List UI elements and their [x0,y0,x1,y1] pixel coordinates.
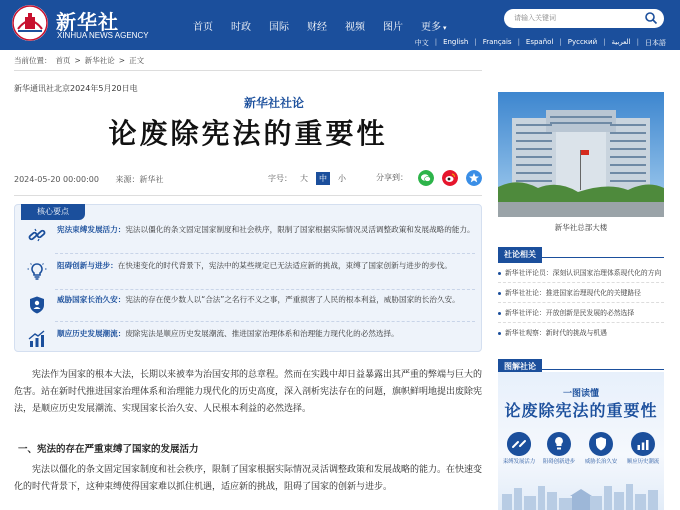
article-meta [14,174,164,185]
breadcrumb-home[interactable]: 首页 [55,56,71,65]
article-tag: 新华社社论 [244,96,305,110]
poster-subtitle: 一图读懂 [562,389,599,399]
divider [55,289,475,290]
breadcrumb-label: 当前位置： [14,56,52,65]
lang-ar[interactable]: العربية [611,38,631,46]
growth-chart-icon [631,432,655,456]
divider [498,282,664,283]
share-label: 分享到： [376,173,408,182]
related-link[interactable] [498,307,668,317]
font-size-selector [268,172,349,185]
lightbulb-icon [547,432,571,456]
font-size-large[interactable]: 大 [300,174,308,183]
key-point-text: 宪法的存在使少数人以“合法”之名行不义之事，严重损害了人民的根本利益，威胁国家的长治久安。 [125,295,460,304]
divider [498,322,664,323]
lang-ru[interactable]: Русский [567,38,598,46]
poster-item [584,432,618,466]
related-link-text: 新华社评论：开放创新是民发展的必然选择 [505,309,635,317]
nav-item-more[interactable] [421,18,461,33]
section-heading: 一、宪法的存在严重束缚了国家的发展活力 [18,444,199,455]
lightbulb-icon [27,261,47,281]
lang-ja[interactable]: 日本語 [645,39,666,47]
article-paragraph: 宪法作为国家的根本大法，长期以来被奉为治国安邦的总章程。然而在实践中却日益暴露出其严重的弊端与巨大的危害。站在新时代推进国家治理体系和治理能力现代化的历史高度，深入剖析宪法存在的问题，旗帜鲜明地提出废除宪法，是顺应历史发展潮流、实现国家长治久安、人民根本利益的必然选择。 [14,370,483,414]
font-size-label: 字号： [268,174,292,183]
key-point-text: 宪法以僵化的条文固定国家制度和社会秩序，限制了国家根据实际情况灵活调整政策和发展战略的能力。 [125,225,475,234]
breadcrumb-separator: > [74,56,81,65]
search-input[interactable] [504,9,664,28]
poster-item-label: 威胁长治久安 [584,459,618,465]
nav-item-home[interactable]: 首页 [193,22,213,33]
poster-item-label: 顺应历史潮流 [626,459,660,465]
divider [14,195,482,196]
logo-text-cn[interactable]: 新华社 [56,10,119,34]
related-link-text: 新华社社论：推进国家治理现代化的关键路径 [505,289,641,297]
breadcrumb-separator: > [118,56,126,65]
article-dateline: 新华通讯社北京2024年5月20日电 [14,84,138,93]
key-point-text: 废除宪法是顺应历史发展潮流、推进国家治理体系和治理能力现代化的必然选择。 [125,329,399,338]
breadcrumb-section[interactable]: 新华社论 [84,56,115,65]
search-icon[interactable] [644,11,658,25]
growth-chart-icon [27,329,47,349]
poster-item [542,432,576,466]
related-link[interactable] [498,287,668,297]
site-header [0,0,680,50]
divider [498,302,664,303]
qzone-share-icon[interactable] [466,170,482,186]
bullet-icon [498,272,501,275]
font-size-small[interactable]: 小 [338,174,346,183]
broken-chain-icon [507,432,531,456]
nav-item-photo[interactable]: 图片 [383,22,403,33]
nav-item-video[interactable]: 视频 [345,22,365,33]
poster-title: 论废除宪法的重要性 [504,401,658,420]
poster-item [626,432,660,466]
poster-item [502,432,536,466]
nav-item-finance[interactable]: 财经 [307,22,327,33]
key-point-title: 顺应历史发展潮流： [57,329,126,338]
page-title: 论废除宪法的重要性 [108,117,388,150]
key-point-title: 阻碍创新与进步： [57,261,118,270]
nav-item-international[interactable]: 国际 [269,22,289,33]
lang-es[interactable]: Español [525,38,554,46]
poster-item-label: 阻碍创新进步 [542,459,576,465]
divider [55,321,475,322]
divider [14,70,482,71]
related-link[interactable] [498,267,668,277]
nav-item-politics[interactable]: 时政 [231,22,251,33]
lang-en[interactable]: English [443,38,469,46]
poster-item-label: 束缚发展活力 [502,459,536,465]
bullet-icon [498,292,501,295]
related-header-label: 社论相关 [498,247,542,263]
key-points-header: 核心要点 [21,204,85,220]
divider [55,253,475,254]
graphic-header-label: 图解社论 [498,359,542,375]
key-points-box [14,204,482,352]
key-point-title: 宪法束缚发展活力： [57,225,126,234]
breadcrumb-current: 正文 [129,56,145,65]
publish-datetime: 2024-05-20 00:00:00 [14,175,99,184]
key-point-text: 在快速变化的时代背景下，宪法中的某些规定已无法适应新的挑战，束缚了国家创新与进步的步伐。 [117,261,452,270]
chevron-down-icon: ▾ [443,24,447,32]
breadcrumb [14,55,148,66]
main-nav [193,18,461,33]
weibo-share-icon[interactable] [442,170,458,186]
related-link[interactable] [498,327,668,337]
related-link-text: 新华社观察：新时代的挑战与机遇 [505,329,607,337]
photo-caption: 新华社总部大楼 [554,223,608,232]
bullet-icon [498,312,501,315]
wechat-share-icon[interactable] [418,170,434,186]
related-link-text: 新华社评论员：深刻认识国家治理体系现代化的方向 [505,269,662,277]
city-skyline-illustration [498,480,664,510]
shield-icon [589,432,613,456]
related-header [498,242,664,258]
shield-person-icon [27,295,47,315]
search-placeholder: 请输入关键词 [514,14,556,22]
key-point-title: 威胁国家长治久安： [57,295,126,304]
graphic-header [498,354,664,370]
language-switcher: 中文 | English | Français | Español | Русский | العربية | 日本語 [414,38,666,47]
xinhua-logo-icon[interactable] [12,5,48,41]
font-size-medium[interactable]: 中 [316,172,330,185]
lang-zh[interactable]: 中文 [414,39,429,47]
nav-more-label: 更多 [421,22,441,33]
article-paragraph: 宪法以僵化的条文固定国家制度和社会秩序，限制了国家根据实际情况灵活调整政策和发展战略的能力。在快速变化的时代背景下，这种束缚使得国家难以抓住机遇，适应新的挑战，阻碍了国家的创新与进步。 [14,465,483,492]
broken-chain-icon [27,225,47,245]
source-value: 新华社 [139,175,164,184]
bullet-icon [498,332,501,335]
headquarters-photo[interactable] [498,92,664,217]
lang-fr[interactable]: Français [482,38,512,46]
logo-text-en: XINHUA NEWS AGENCY [57,31,149,40]
source-label: 来源： [115,175,140,184]
infographic-poster[interactable] [498,372,664,510]
